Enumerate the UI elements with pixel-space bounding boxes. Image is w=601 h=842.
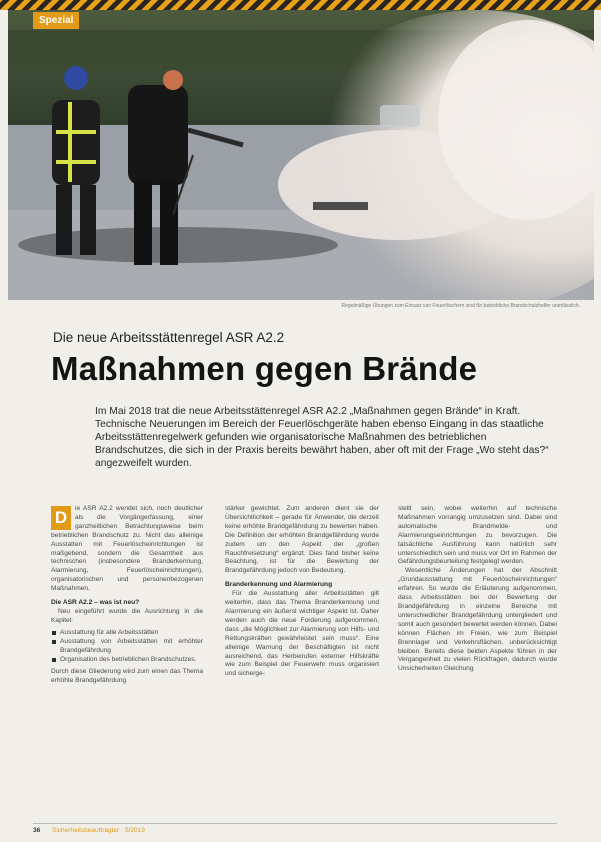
section-subheading: Branderkennung und Alarmierung — [225, 581, 333, 589]
paragraph-text: ie ASR A2.2 wendet sich, noch deutlicher als die Vorgängerfassung, einer ganzheitlichen Betrachtungsweise beim betrieblichen Brandschutz zu. Nicht das alleinige Ausstatten mit Feuerlöscheinrichtungen ist maßgebend, sondern die Gesamtheit aus technischen (insbesondere Branderkennung, Alarmierung, Feuerlöscheinrichtungen), organisatorischen und personenbezogenen Maßnahmen. — [51, 505, 203, 593]
section-tag: Spezial — [33, 12, 79, 29]
article-title: Maßnahmen gegen Brände — [51, 350, 478, 387]
paragraph: Wesentliche Änderungen hat der Abschnitt „Grundausstattung mit Feuerlöscheinrichtungen“ erfahren. So wurde die Erläuterung aufgenommen, dass Arbeitsstätten bei der Bewertung der Brandgefährdung in einzelne Bereiche mit unterschiedlicher Brandgefährdung untergliedert und somit auch gesondert bewertet werden können. Dabei können Flächen im Freien, wie zum Beispiel Brennlager und Verkehrsflächen, unberücksichtigt bleiben. Bereits diese beiden Aspekte führen in der Vergangenheit zu vielen Rückfragen, dadurch wurde Unsicherheiten Gleichung — [398, 567, 557, 673]
page-number: 36 — [33, 827, 41, 834]
publication-name: Sicherheitsbeauftragter · 5/2019 — [52, 827, 145, 834]
text-column-1 — [51, 505, 203, 686]
paragraph: Durch diese Gliederung wird zum einen das Thema erhöhte Brandgefährdung — [51, 668, 203, 685]
list-item: Organisation des betrieblichen Brandschutzes. — [51, 656, 203, 665]
footer-divider — [33, 823, 557, 824]
text-column-3 — [398, 505, 557, 674]
list-item: Ausstattung für alle Arbeitsstätten — [51, 629, 203, 638]
article-subtitle: Die neue Arbeitsstättenregel ASR A2.2 — [53, 330, 285, 345]
header-photo — [8, 10, 594, 300]
paragraph: stärker gewichtet. Zum anderen dient sie der Übersichtlichkeit – gerade für Anwender, die derzeit keine erhöhte Brandgefährdung zu bewerten haben. Die Definition der erhöhten Brandgefährdung wurde zudem um den Aspekt der „großen Rauchfreisetzung“ ergänzt. Dies fand bisher keine Beachtung, ist für die Bewertung der Brandgefährdung jedoch von Bedeutung. — [225, 505, 379, 575]
list-item: Ausstattung von Arbeitsstätten mit erhöhter Brandgefährdung — [51, 638, 203, 656]
text-column-2 — [225, 505, 379, 679]
paragraph: Neu eingeführt wurde die Ausrichtung in die Kapitel: — [51, 607, 203, 624]
paragraph: stellt sein, wobei weiterhin auf technische Maßnahmen vorrangig umzusetzen sind. Dabei sind automatische Brandmelde- und Alarmierungseinrichtungen zu bevorzugen. Die tatsächliche Ausführung kann natürlich sehr unterschiedlich sein und muss vor Ort im Rahmen der Gefährdungsbeurteilung festgelegt werden. — [398, 505, 557, 566]
paragraph — [51, 505, 203, 594]
paragraph: Für die Ausstattung aller Arbeitsstätten gilt weiterhin, dass das Thema Branderkennung und Alarmierung ein äußerst wichtiger Aspekt ist. Daher werden auch die neue Forderung aufgenommen, dass „die Möglichkeit zur Alarmierung von Hilfs- und Rettungskräften gewährleistet sein muss“. Eine alleinige Warnung der Beschäftigten ist nicht ausreichend, das Herbeirufen externer Hilfskräfte wie zum Beispiel der Feuerwehr muss organisiert und sicherge- — [225, 590, 379, 678]
lead-paragraph: Im Mai 2018 trat die neue Arbeitsstättenregel ASR A2.2 „Maßnahmen gegen Brände“ in Kraft. Technische Neuerungen im Bereich der Feuerlöschgeräte haben ebenso Eingang in das staatliche Arbeitsstättenregelwerk gefunden wie organisatorische Maßnahmen des betrieblichen Brandschutzes, die sich in der Praxis bereits bewährt haben, aber oft mit der Frage „Wo steht das?“ angezweifelt wurden. — [95, 406, 549, 469]
photo-caption: Regelmäßige Übungen zum Einsatz von Feuerlöschern sind für betriebliche Brandschutzhelfer unerlässlich. — [341, 303, 580, 309]
drop-cap: D — [51, 506, 71, 530]
section-subheading: Die ASR A2.2 – was ist neu? — [51, 599, 140, 607]
hazard-stripe-bar — [0, 0, 601, 10]
bullet-list — [51, 629, 203, 665]
